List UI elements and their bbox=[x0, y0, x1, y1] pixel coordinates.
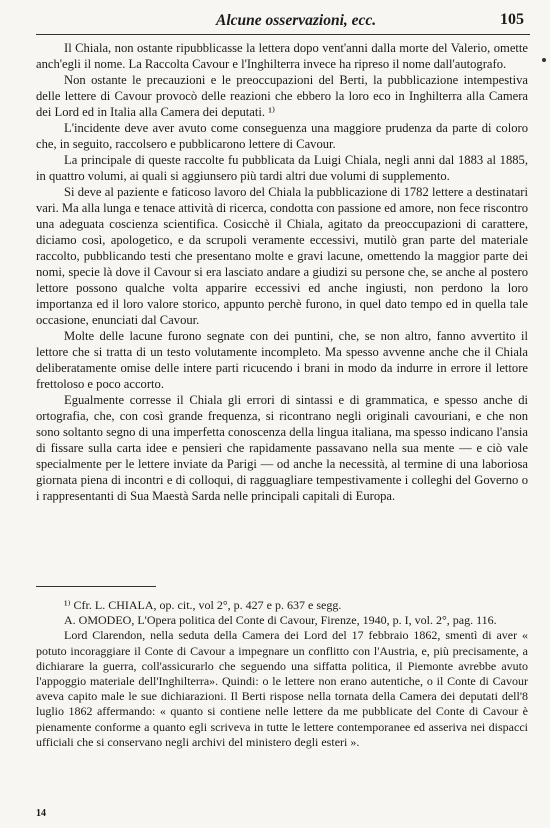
footnote-divider bbox=[36, 586, 156, 587]
running-title: Alcune osservazioni, ecc. bbox=[216, 12, 377, 29]
paragraph: Non ostante le precauzioni e le preoccupazioni del Berti, la pubblicazione intempestiva delle lettere di Cavour provocò delle reazioni che ebbero la loro eco in Inghilterra alla Camera dei Lord ed in Italia alla Camera dei deputati. ¹⁾ bbox=[36, 73, 528, 119]
footnote: ¹⁾ Cfr. L. CHIALA, op. cit., vol 2°, p. 427 e p. 637 e segg. bbox=[64, 598, 342, 612]
footnotes bbox=[36, 598, 528, 750]
paragraph: Il Chiala, non ostante ripubblicasse la lettera dopo vent'anni dalla morte del Valerio, omette anch'egli il nome. La Raccolta Cavour e l'Inghilterra invece ha ripreso il nome dall'autografo. bbox=[36, 41, 528, 71]
main-text bbox=[36, 40, 528, 504]
footnote: A. OMODEO, L'Opera politica del Conte di Cavour, Firenze, 1940, p. I, vol. 2°, pag. 116. bbox=[64, 613, 497, 628]
paragraph: Egualmente corresse il Chiala gli errori di sintassi e di grammatica, e spesso anche di ortografia, che, con così grande frequenza, si ricontrano negli originali cavouriani, e che non sono soltanto segno di una imperfetta conoscenza della lingua italiana, ma spesso indicano l'ansia di fissare sulla carta idee e pensieri che rapidamente passavano nella sua mente — e ciò vale specialmente per le lettere inviate da Parigi — od anche la necessità, al termine di una laboriosa giornata piena di incontri e di colloqui, di ragguagliare tempestivamente i colleghi del Governo o i rappresentanti di Sua Maestà Sarda nelle principali capitali di Europa. bbox=[36, 393, 528, 503]
margin-mark bbox=[542, 58, 546, 62]
paragraph: Molte delle lacune furono segnate con dei puntini, che, se non altro, fanno avvertito il lettore che si tratta di un testo volutamente incompleto. Ma spesso avvenne anche che il Chiala deliberatamente omise delle intere parti ricucendo i brani in modo da indurre in errore il lettore frettoloso e poco accorto. bbox=[36, 329, 528, 391]
signature-mark: 14 bbox=[36, 808, 46, 819]
paragraph: Si deve al paziente e faticoso lavoro del Chiala la pubblicazione di 1782 lettere a destinatari vari. Ma alla lunga e tenace attività di ricerca, condotta con passione ed amore, non fece riscontro una adeguata coscienza scientifica. Cosicchè il Chiala, agitato da preoccupazioni di carattere, diciamo così, apologetico, e da scrupoli veramente eccessivi, mutilò gran parte del materiale raccolto, pubblicando testi che presentano molte e gravi lacune, omettendo la maggior parte dei nomi, specie là dove il Cavour si era lasciato andare a giudizi su persone che, se anche al postero lettore possono qualche volta apparire eccessivi ed anche ingiusti, non perdono la loro importanza ed il loro valore storico, appunto perchè furono, in quel dato tempo ed in quella tale occasione, enunciati dal Cavour. bbox=[36, 185, 528, 327]
paragraph: L'incidente deve aver avuto come conseguenza una maggiore prudenza da parte di coloro che, in seguito, raccolsero e pubblicarono lettere di Cavour. bbox=[36, 121, 528, 151]
running-header bbox=[36, 8, 530, 35]
footnote: Lord Clarendon, nella seduta della Camera dei Lord del 17 febbraio 1862, smentì di aver « potuto incoraggiare il Conte di Cavour a impegnare un conflitto con l'Austria, e, più precisamente, a dichiarare la guerra, coll'assicurarlo che seguendo una siffatta politica, il Piemonte avrebbe avuto l'appoggio materiale dell'Inghilterra». Quindi: o le lettere non erano autentiche, o il Conte di Cavour aveva capito male le sue dichiarazioni. Il Berti rispose nella tornata della Camera dei deputati dell'8 luglio 1862 affermando: « quanto si contiene nelle lettere da me pubblicate del Conte di Cavour è pienamente conforme a quanto egli scriveva in tutte le lettere contemporanee ed asseriva nei dispacci ufficiali che si conservano negli archivi del ministero degli esteri ». bbox=[36, 628, 528, 749]
paragraph: La principale di queste raccolte fu pubblicata da Luigi Chiala, negli anni dal 1883 al 1885, in quattro volumi, ai quali si aggiunsero più tardi altri due volumi di supplemento. bbox=[36, 153, 528, 183]
page-number: 105 bbox=[500, 11, 524, 28]
